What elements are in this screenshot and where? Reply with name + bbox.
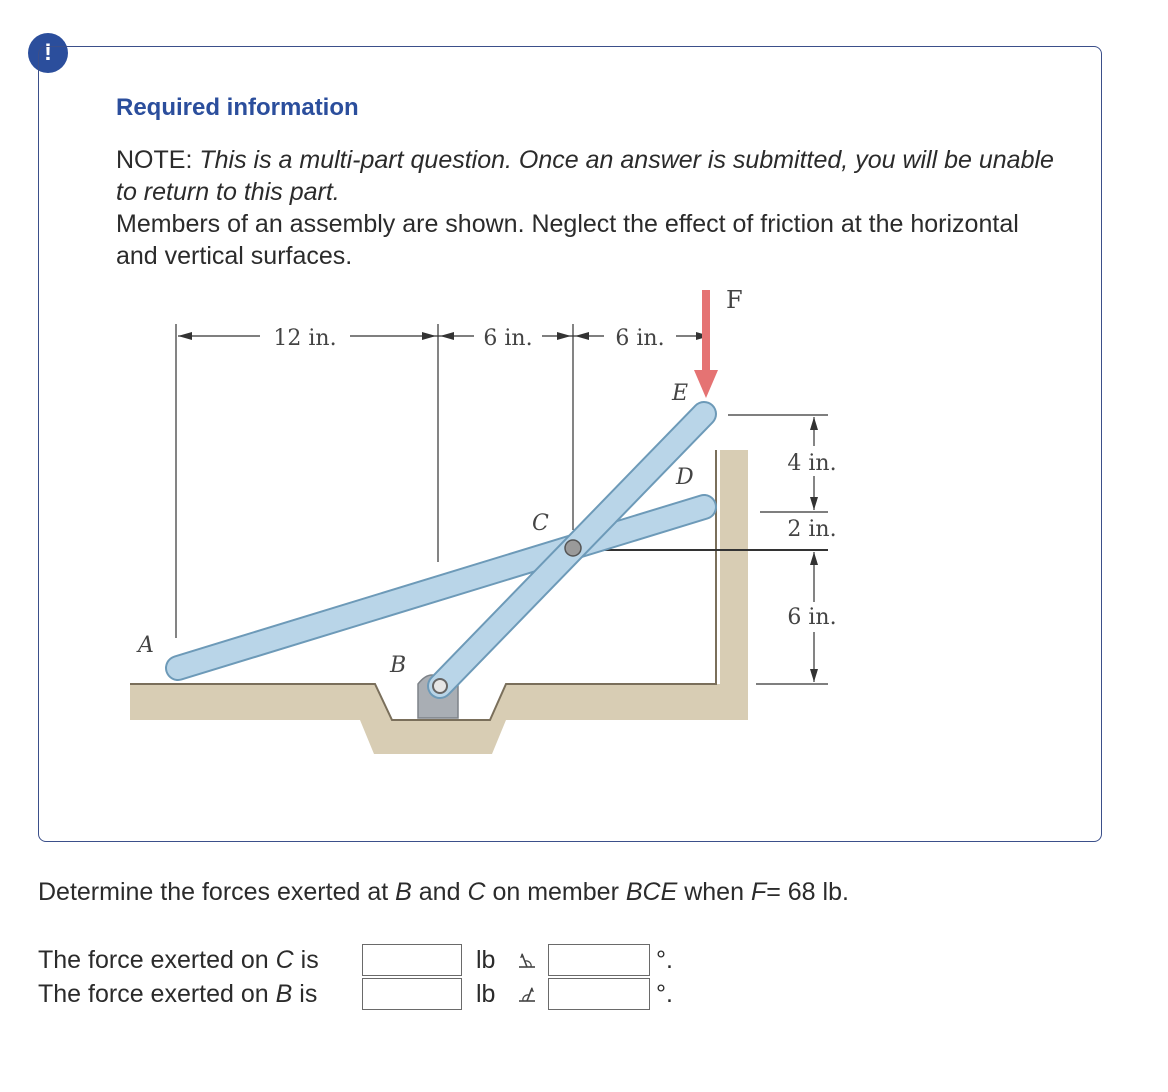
dim-arrow — [440, 332, 454, 340]
assembly-figure — [120, 280, 860, 760]
force-arrow-shaft — [702, 290, 710, 374]
dim-arrow — [810, 417, 818, 430]
force-c-degree: °. — [656, 945, 673, 974]
question-member: BCE — [625, 878, 678, 906]
force-b-magnitude-input[interactable] — [362, 978, 462, 1010]
label-f: F — [726, 286, 743, 314]
question-point-b: B — [395, 878, 412, 906]
answer-label-b — [38, 980, 362, 1009]
force-arrow-head — [694, 370, 718, 398]
dim-6-in-b: 6 in. — [615, 326, 665, 351]
label-b: B — [390, 653, 407, 678]
question-var: F — [750, 878, 767, 906]
dim-12-in: 12 in. — [273, 326, 337, 351]
question-prefix: Determine the forces exerted at — [38, 878, 389, 906]
question-text — [38, 878, 849, 907]
alert-symbol: ! — [44, 39, 52, 66]
force-c-angle-input[interactable] — [548, 944, 650, 976]
label-d: D — [676, 465, 694, 490]
question-point-c: C — [467, 878, 486, 906]
dim-arrow — [422, 332, 436, 340]
angle-up-left-icon — [516, 950, 538, 970]
label-c: C — [532, 511, 549, 536]
dim-6-in-v: 6 in. — [787, 605, 837, 630]
dim-2-in: 2 in. — [787, 517, 837, 542]
question-mid: on member — [492, 878, 619, 906]
dim-arrow — [575, 332, 589, 340]
force-b-angle-input[interactable] — [548, 978, 650, 1010]
description-paragraph: Members of an assembly are shown. Neglect the effect of friction at the horizontal and vertical surfaces. — [116, 210, 1019, 270]
assembly-diagram — [120, 280, 860, 760]
question-value: = 68 lb. — [766, 878, 849, 906]
dim-arrow — [557, 332, 571, 340]
dim-arrow — [810, 669, 818, 682]
answer-row-b — [38, 977, 673, 1011]
answer-label-suffix: is — [300, 945, 319, 974]
force-c-magnitude-input[interactable] — [362, 944, 462, 976]
force-b-degree: °. — [656, 979, 673, 1008]
note-label: NOTE: — [116, 146, 193, 174]
force-b-unit: lb — [476, 979, 496, 1008]
answer-label-suffix: is — [299, 979, 318, 1008]
force-c-unit: lb — [476, 945, 496, 974]
note-paragraph — [116, 144, 1056, 208]
dim-arrow — [178, 332, 192, 340]
question-when: when — [684, 878, 744, 906]
question-and: and — [418, 878, 461, 906]
answer-label-point: C — [275, 945, 294, 974]
pin-c — [565, 540, 581, 556]
note-text: This is a multi-part question. Once an answer is submitted, you will be unable to return to this part. — [116, 146, 1054, 206]
member-ad — [178, 507, 704, 668]
answer-label-c — [38, 946, 362, 975]
answer-label-point: B — [275, 979, 293, 1008]
dim-6-in-a: 6 in. — [483, 326, 533, 351]
angle-up-right-icon — [516, 984, 538, 1004]
info-title: Required information — [116, 94, 359, 121]
label-e: E — [672, 381, 689, 406]
info-text — [116, 144, 1056, 272]
answer-label-prefix: The force exerted on — [38, 979, 269, 1008]
label-a: A — [138, 633, 154, 658]
answer-row-c — [38, 943, 673, 977]
answer-label-prefix: The force exerted on — [38, 945, 269, 974]
dim-4-in: 4 in. — [787, 451, 837, 476]
dim-arrow — [810, 497, 818, 510]
pin-b-front — [433, 679, 447, 693]
dim-arrow — [810, 552, 818, 565]
